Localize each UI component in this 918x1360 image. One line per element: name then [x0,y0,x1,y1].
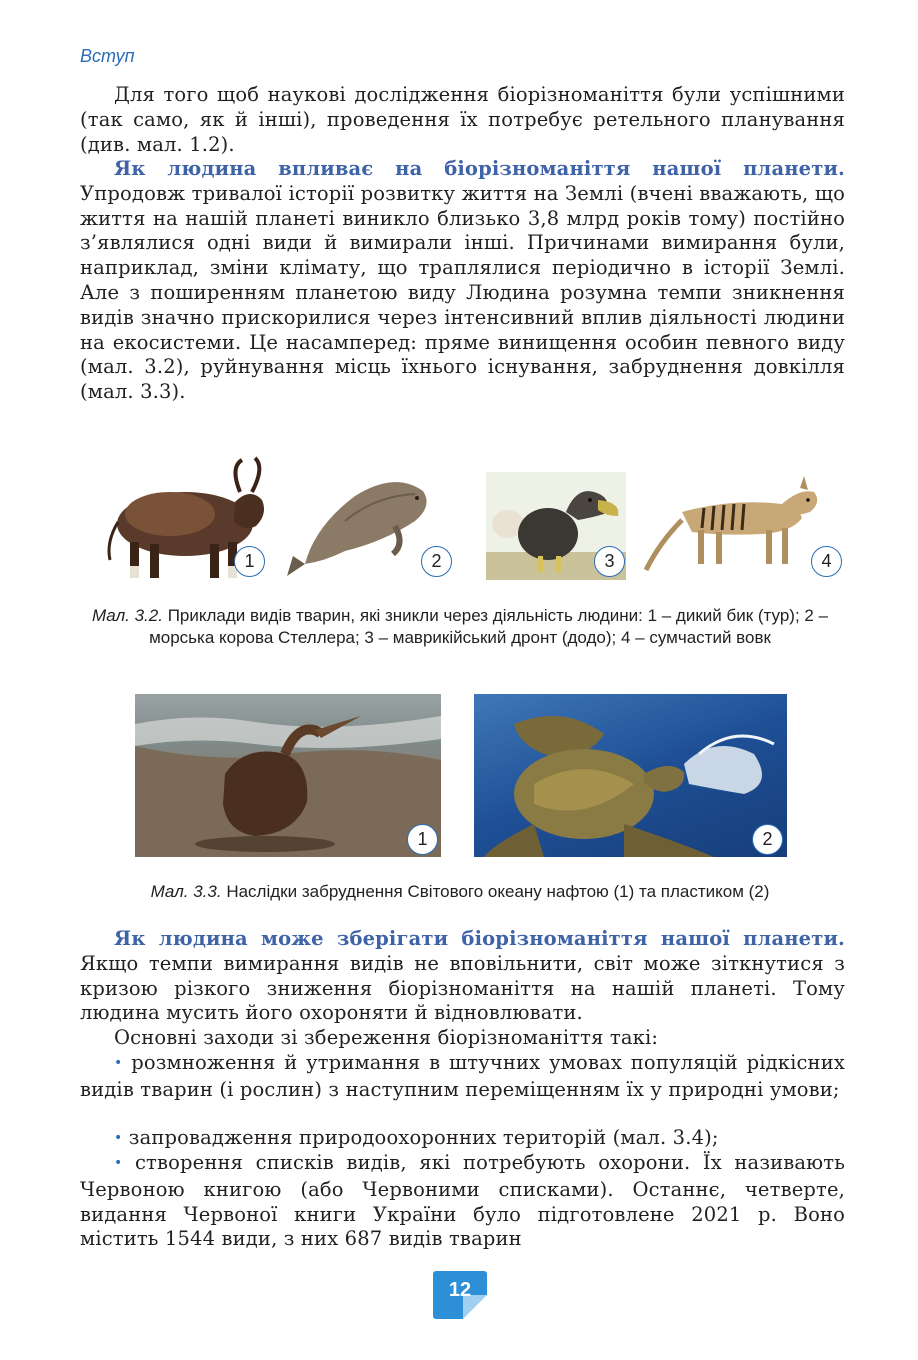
bullet-dot-icon: • [114,1055,123,1071]
impact-paragraph [80,157,845,405]
bullet-item-1-text: розмноження й утримання в штучних умовах популяцій рідкісних видів тварин (і рослин) з наступним переміщенням їх у природні умови; [80,1051,845,1101]
page-number-tab [433,1271,487,1319]
figure-3-2-badge-1: 1 [234,546,265,577]
figure-3-2-badge-4: 4 [811,546,842,577]
figure-3-3-caption-text: Наслідки забруднення Світового океану нафтою (1) та пластиком (2) [226,882,770,901]
figure-3-3-badge-1: 1 [407,824,438,855]
conserve-lead: Як людина може зберігати біорізноманіття нашої планети. [114,927,845,950]
bullet-item-3-text: створення списків видів, які потребують охорони. Їх називають Червоною книгою (або Червоними списками). Останнє, четверте, видання Червоної книги України було підготовлене 2021 р. Воно містить 1544 види, з них 687 видів тварин [80,1151,845,1251]
figure-3-3-caption [60,881,860,903]
bullet-dot-icon: • [114,1130,123,1146]
impact-lead: Як людина впливає на біорізноманіття нашої планети. [114,157,845,180]
figure-3-2-badge-3: 3 [594,546,625,577]
figure-3-2-caption-text: Приклади видів тварин, які зникли через діяльність людини: 1 – дикий бик (тур); 2 – морська корова Стеллера; 3 – маврикійський дронт (додо); 4 – сумчастий вовк [149,606,829,647]
section-label: Вступ [80,46,135,66]
steller-sea-cow-illustration [285,466,435,578]
bullet-dot-icon: • [114,1155,123,1171]
figure-3-2-badge-2: 2 [421,546,452,577]
thylacine-illustration [642,462,824,580]
turtle-plastic-photo [474,694,787,857]
impact-text: Упродовж тривалої історії розвитку життя на Землі (вчені вважають, що життя на нашій планеті виникло близько 3,8 млрд років тому) постійно з’являлися одні види й вимирали інші. Причинами вимирання були, наприклад, зміни клімату, що траплялися періодично в історії Землі. Але з поширенням планетою виду Людина розумна темпи зникнення видів значно прискорилися через інтенсивний вплив діяльності людини на екосистеми. Це насамперед: пряме винищення особин певного виду (мал. 3.2), руйнування місць їхнього існування, забруднення довкілля (мал. 3.3). [80,181,845,404]
figure-3-2-caption-label: Мал. 3.2. [91,606,163,625]
conserve-paragraph [80,927,845,1026]
figure-3-3-caption-label: Мал. 3.3. [150,882,222,901]
conserve-text: Якщо темпи вимирання видів не вповільнити, світ може зіткнутися з кризою різкого зниження біорізноманіття на нашій планеті. Тому людина мусить його охороняти й відновлювати. [80,951,845,1025]
intro-paragraph [80,83,845,157]
oiled-pelican-photo [135,694,441,857]
measures-intro [80,1026,845,1051]
intro-text: Для того щоб наукові дослідження біорізноманіття були успішними (так само, як й інші), проведення їх потребує ретельного планування (див. мал. 1.2). [80,83,845,156]
bullet-item-1 [80,1051,845,1103]
page-number: 12 [448,1279,472,1301]
bullet-item-2 [80,1126,845,1153]
bullet-item-2-text: запровадження природоохоронних територій (мал. 3.4); [128,1126,719,1149]
measures-intro-text: Основні заходи зі збереження біорізноманіття такі: [114,1026,659,1049]
figure-3-3-badge-2: 2 [752,824,783,855]
figure-3-2-caption [90,605,830,649]
bullet-item-3 [80,1151,845,1252]
